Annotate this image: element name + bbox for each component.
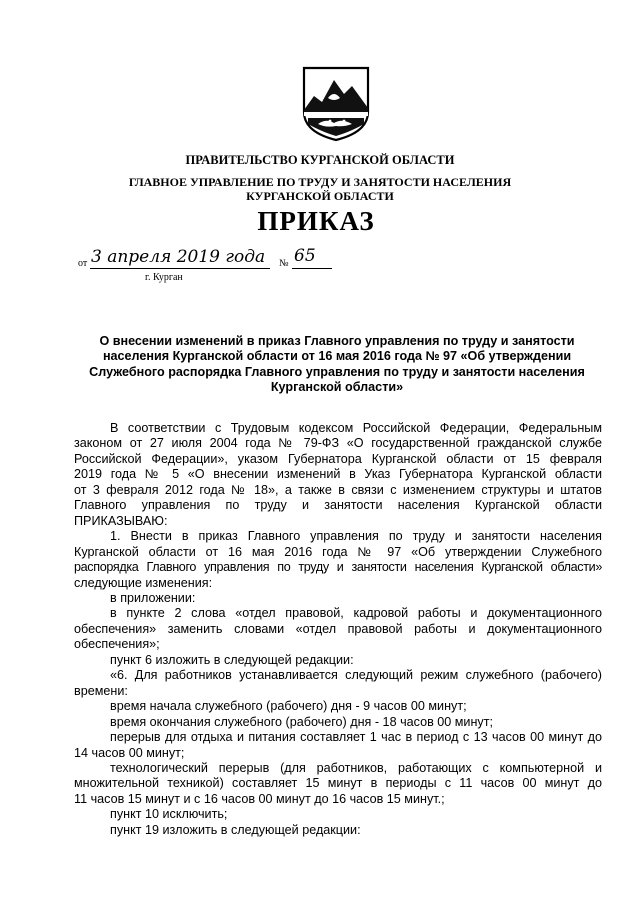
- government-name: ПРАВИТЕЛЬСТВО КУРГАНСКОЙ ОБЛАСТИ: [185, 153, 455, 167]
- order-body: [74, 421, 602, 838]
- coat-of-arms-emblem: [300, 66, 372, 142]
- city: г. Курган: [145, 272, 183, 283]
- handwritten-number: 65: [294, 246, 316, 266]
- tech-break-line: множительной техникой) составляет 15 минут в периоды с 11 часов 00 минут до: [74, 776, 602, 791]
- point-2-change-line: обеспечения»;: [74, 637, 160, 652]
- date-underline: [90, 268, 270, 269]
- point-6-text-line: времени:: [74, 683, 128, 698]
- item-1-line: Курганской области от 16 мая 2016 года № 97 «Об утверждении Служебного: [74, 544, 602, 559]
- point-19-intro: пункт 19 изложить в следующей редакции:: [110, 822, 361, 837]
- point-2-change-line: в пункте 2 слова «отдел правовой, кадровой работы и документационного: [110, 606, 602, 621]
- paragraph-legal-basis-line: законом от 27 июля 2004 года № 79-ФЗ «О государственной гражданской службе: [74, 436, 602, 451]
- document-type: ПРИКАЗ: [257, 206, 375, 236]
- paragraph-legal-basis-line: В соответствии с Трудовым кодексом Российской Федерации, Федеральным: [110, 421, 602, 435]
- item-1-line: 1. Внести в приказ Главного управления по труду и занятости населения: [110, 529, 602, 544]
- tech-break-line: 11 часов 15 минут и с 16 часов 00 минут до 16 часов 15 минут.;: [74, 791, 445, 806]
- department-name-line1: ГЛАВНОЕ УПРАВЛЕНИЕ ПО ТРУДУ И ЗАНЯТОСТИ НАСЕЛЕНИЯ: [128, 175, 512, 189]
- lunch-break-line: перерыв для отдыха и питания составляет 1 час в период с 13 часов 00 минут до: [110, 730, 602, 745]
- number-underline: [292, 268, 332, 269]
- item-1-line: распорядка Главного управления по труду и занятости населения Курганской области»: [74, 560, 602, 575]
- paragraph-legal-basis-line: 2019 года № 5 «О внесении изменений в Указ Губернатора Курганской области: [74, 467, 602, 482]
- handwritten-date: 3 апреля 2019 года: [91, 247, 266, 267]
- order-title: О внесении изменений в приказ Главного управления по труду и занятости населения Курганской области от 16 мая 2016 года № 97 «Об утверждении Служебного распорядка Главного управления по труду и занятости населения Курганской области»: [89, 334, 585, 394]
- paragraph-legal-basis-line: Главного управления по труду и занятости населения Курганской области: [74, 498, 602, 513]
- point-10-remove: пункт 10 исключить;: [110, 807, 228, 822]
- in-appendix-line: в приложении:: [110, 590, 196, 605]
- work-end-time: время окончания служебного (рабочего) дня - 18 часов 00 минут;: [110, 714, 493, 729]
- point-6-intro: пункт 6 изложить в следующей редакции:: [110, 652, 354, 667]
- item-1-line: следующие изменения:: [74, 575, 213, 590]
- number-prefix: №: [279, 258, 289, 269]
- paragraph-legal-basis-line: от 3 февраля 2012 года № 18», а также в связи с изменением структуры и штатов: [74, 482, 602, 497]
- point-2-change-line: обеспечения» заменить словами «отдел правовой работы и документационного: [74, 621, 602, 636]
- lunch-break-line: 14 часов 00 минут;: [74, 745, 185, 760]
- department-name-line2: КУРГАНСКОЙ ОБЛАСТИ: [246, 189, 394, 203]
- date-prefix: от: [78, 258, 88, 269]
- point-6-text-line: «6. Для работников устанавливается следующий режим служебного (рабочего): [110, 668, 602, 683]
- work-start-time: время начала служебного (рабочего) дня - 9 часов 00 минут;: [110, 699, 467, 714]
- order-word: ПРИКАЗЫВАЮ:: [74, 513, 168, 528]
- paragraph-legal-basis-line: Российской Федерации», указом Губернатора Курганской области от 15 февраля: [74, 451, 602, 466]
- tech-break-line: технологический перерыв (для работников, работающих с компьютерной и: [110, 760, 602, 775]
